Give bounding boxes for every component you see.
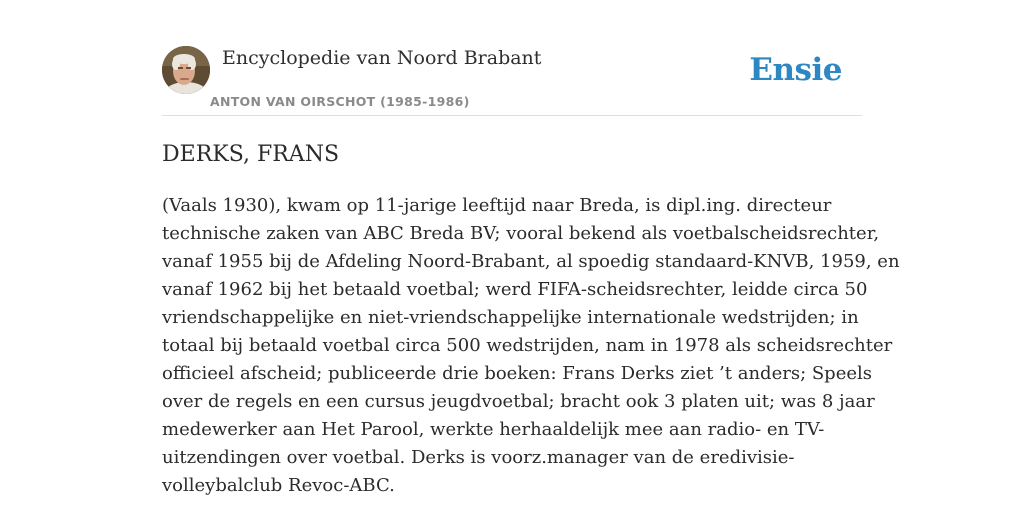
entry-text-line: medewerker aan Het Parool, werkte herhaaldelijk mee aan radio- en TV- — [162, 419, 825, 440]
brand-logo[interactable]: Ensie — [749, 52, 842, 88]
entry-text-line: officieel afscheid; publiceerde drie boeken: Frans Derks ziet ’t anders; Speels — [162, 363, 873, 384]
author-portrait-image — [162, 46, 210, 94]
entry-text-line: vriendschappelijke en niet-vriendschappelijke internationale wedstrijden; in — [162, 307, 859, 328]
entry-text-line: technische zaken van ABC Breda BV; vooral bekend als voetbalscheidsrechter, — [162, 223, 880, 244]
page-header — [162, 46, 862, 116]
entry-text-line: vanaf 1962 bij het betaald voetbal; werd FIFA-scheidsrechter, leidde circa 50 — [162, 279, 868, 300]
entry-text-line: vanaf 1955 bij de Afdeling Noord-Brabant, al spoedig standaard-KNVB, 1959, en — [162, 251, 900, 272]
author-avatar[interactable] — [162, 46, 210, 94]
entry-text-line: volleybalclub Revoc-ABC. — [162, 475, 395, 496]
entry-title: DERKS, FRANS — [162, 142, 340, 167]
entry-body — [162, 192, 900, 500]
author-name[interactable]: ANTON VAN OIRSCHOT (1985-1986) — [210, 94, 470, 109]
entry-text-line: totaal bij betaald voetbal circa 500 wedstrijden, nam in 1978 als scheidsrechter — [162, 335, 893, 356]
book-title[interactable]: Encyclopedie van Noord Brabant — [222, 47, 542, 69]
entry-text-line: uitzendingen over voetbal. Derks is voorz.manager van de eredivisie- — [162, 447, 795, 468]
entry-text-line: over de regels en een cursus jeugdvoetbal; bracht ook 3 platen uit; was 8 jaar — [162, 391, 875, 412]
entry-text-line: (Vaals 1930), kwam op 11-jarige leeftijd naar Breda, is dipl.ing. directeur — [162, 195, 832, 216]
header-divider — [162, 115, 862, 116]
